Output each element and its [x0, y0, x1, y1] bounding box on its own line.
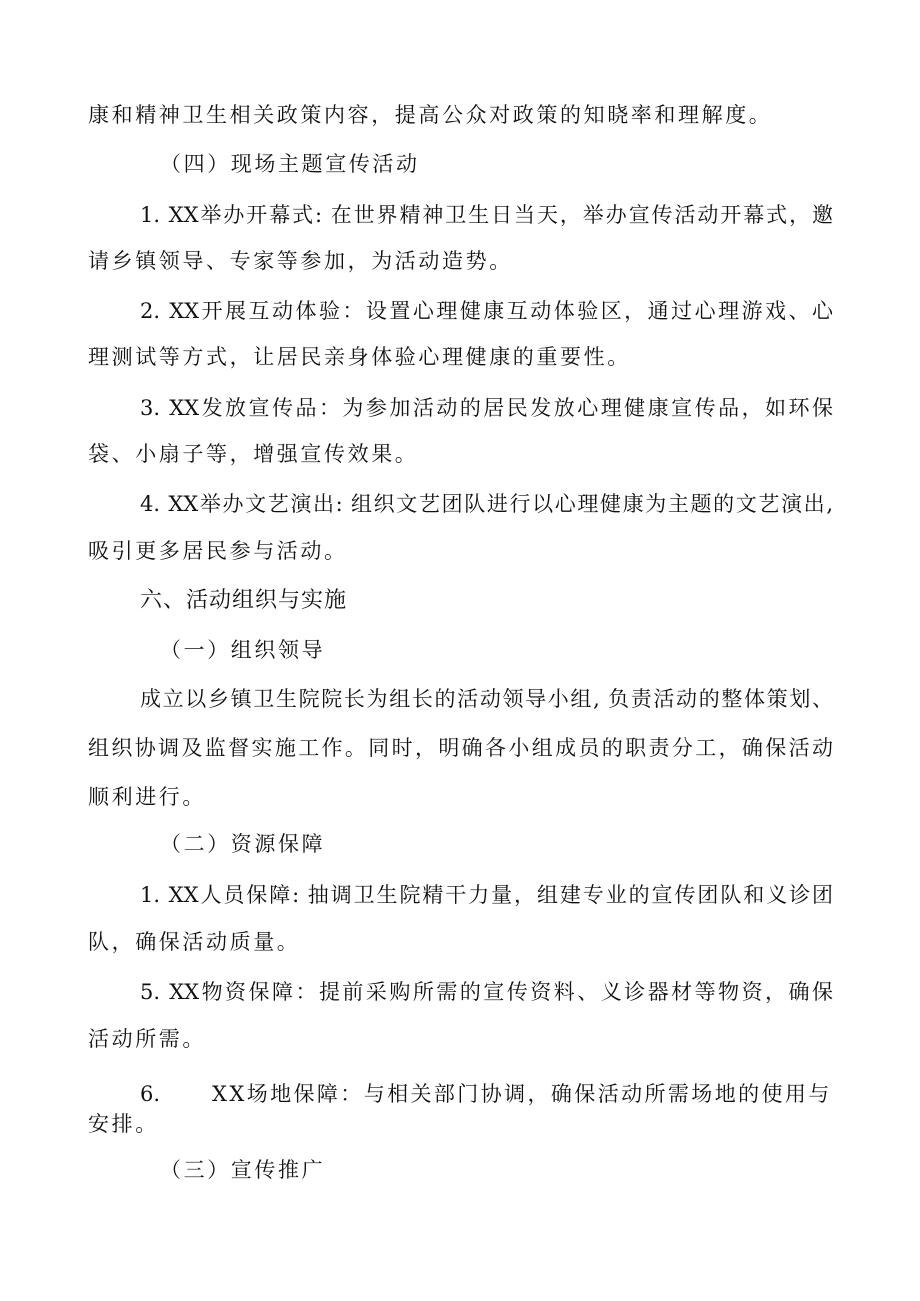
paragraph-line: 成立以乡镇卫生院院长为组长的活动领导小组, 负责活动的整体策划、 — [140, 687, 833, 711]
subsection-heading: （三）宣传推广 — [160, 1158, 326, 1182]
list-item-line: 5. XX物资保障：提前采购所需的宣传资料、义诊器材等物资，确保 — [140, 980, 833, 1004]
list-item-line: 3. XX发放宣传品：为参加活动的居民发放心理健康宣传品，如环保 — [140, 396, 833, 420]
paragraph-line: 理测试等方式，让居民亲身体验心理健康的重要性。 — [88, 345, 631, 369]
subsection-heading: （四）现场主题宣传活动 — [160, 152, 420, 176]
list-item-number: 6. — [140, 1082, 161, 1106]
list-item-line: 1. XX人员保障: 抽调卫生院精干力量，组建专业的宣传团队和义诊团 — [140, 883, 833, 907]
paragraph-line: 康和精神卫生相关政策内容，提高公众对政策的知晓率和理解度。 — [88, 103, 773, 127]
paragraph-line: 请乡镇领导、专家等参加，为活动造势。 — [88, 249, 513, 273]
paragraph-line: 队，确保活动质量。 — [88, 930, 301, 954]
paragraph-line: 组织协调及监督实施工作。同时，明确各小组成员的职责分工，确保活动 — [88, 736, 833, 760]
paragraph-line: 安排。 — [88, 1112, 159, 1136]
paragraph-line: 顺利进行。 — [88, 785, 206, 809]
paragraph-line: 吸引更多居民参与活动。 — [88, 539, 348, 563]
paragraph-line: 袋、小扇子等，增强宣传效果。 — [88, 442, 419, 466]
subsection-heading: （二）资源保障 — [160, 832, 326, 856]
subsection-heading: （一）组织领导 — [160, 638, 326, 662]
list-item-line: XX场地保障：与相关部门协调，确保活动所需场地的使用与 — [212, 1082, 832, 1106]
section-heading: 六、活动组织与实施 — [140, 588, 348, 613]
list-item-line: 1. XX举办开幕式: 在世界精神卫生日当天，举办宣传活动开幕式，邀 — [140, 203, 833, 227]
list-item-line: 4. XX举办文艺演出: 组织文艺团队进行以心理健康为主题的文艺演出, — [140, 492, 833, 516]
paragraph-line: 活动所需。 — [88, 1027, 206, 1051]
list-item-line: 2. XX开展互动体验：设置心理健康互动体验区，通过心理游戏、心 — [140, 299, 833, 323]
